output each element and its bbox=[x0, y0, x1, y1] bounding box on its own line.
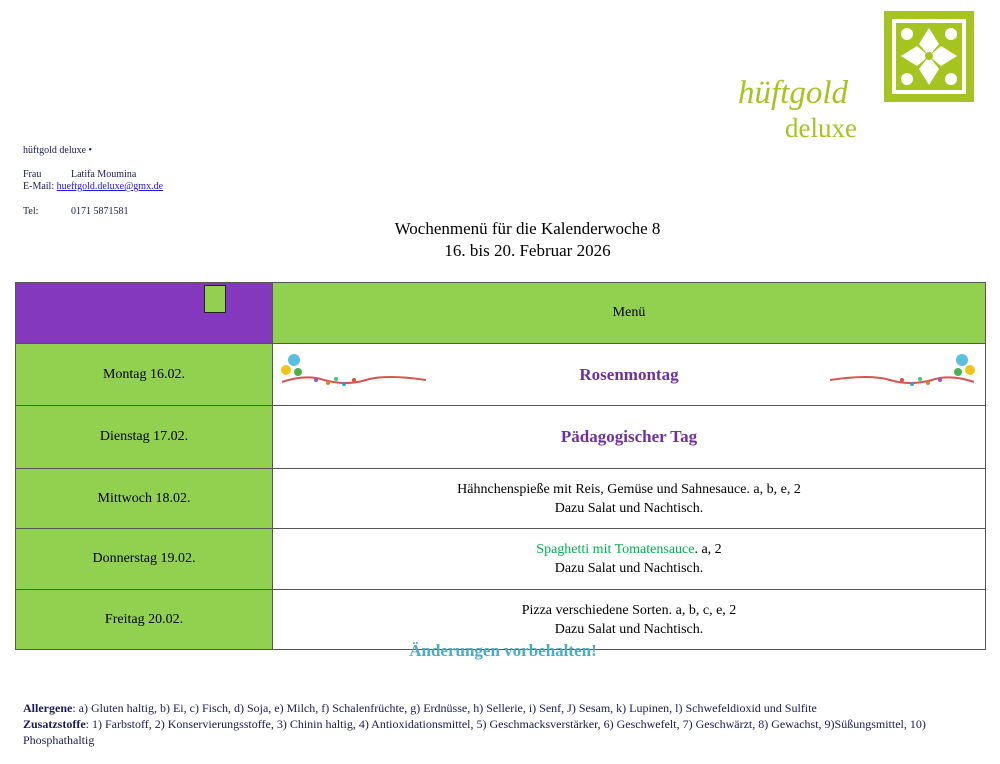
header-menu-cell: Menü bbox=[273, 283, 986, 344]
day-cell: Mittwoch 18.02. bbox=[16, 469, 273, 529]
menu-dish: Pizza verschiedene Sorten. a, b, c, e, 2 bbox=[521, 602, 737, 618]
table-header-row bbox=[16, 283, 986, 344]
table-row bbox=[16, 529, 986, 590]
menu-cell bbox=[273, 344, 986, 406]
carnival-decoration-icon bbox=[276, 350, 428, 390]
menu-cell bbox=[273, 406, 986, 469]
contact-salutation: Frau bbox=[23, 169, 42, 180]
menu-dish-name: Spaghetti mit Tomatensauce bbox=[536, 542, 695, 557]
brand-subtitle: deluxe bbox=[785, 113, 857, 143]
page-subtitle: 16. bis 20. Februar 2026 bbox=[444, 241, 611, 260]
header-checkbox-icon bbox=[204, 285, 226, 313]
special-day-label: Rosenmontag bbox=[579, 365, 679, 384]
menu-cell bbox=[273, 529, 986, 590]
contact-person bbox=[23, 169, 136, 181]
email-label: E-Mail: bbox=[23, 181, 55, 192]
brand-name: hüftgold bbox=[738, 75, 849, 111]
menu-extras: Dazu Salat und Nachtisch. bbox=[554, 621, 704, 637]
allergens-label: Allergene bbox=[23, 701, 73, 715]
menu-table bbox=[15, 282, 986, 650]
page-title: Wochenmenü für die Kalenderwoche 8 bbox=[394, 219, 661, 238]
brand-logo-icon bbox=[883, 10, 975, 103]
menu-extras: Dazu Salat und Nachtisch. bbox=[554, 500, 704, 516]
table-row bbox=[16, 344, 986, 406]
table-row bbox=[16, 469, 986, 529]
day-cell: Montag 16.02. bbox=[16, 344, 273, 406]
menu-dish: Hähnchenspieße mit Reis, Gemüse und Sahnesauce. a, b, e, 2 bbox=[457, 481, 801, 497]
day-cell: Dienstag 17.02. bbox=[16, 406, 273, 469]
day-cell: Freitag 20.02. bbox=[16, 590, 273, 650]
menu-dish-allergens: . a, 2 bbox=[694, 542, 722, 557]
allergens-legend bbox=[23, 700, 983, 716]
menu-extras: Dazu Salat und Nachtisch. bbox=[554, 561, 704, 576]
menu-cell bbox=[273, 469, 986, 529]
legend bbox=[23, 700, 983, 748]
changes-note: Änderungen vorbehalten! bbox=[409, 641, 597, 660]
carnival-decoration-icon bbox=[828, 350, 980, 390]
special-day-label: Pädagogischer Tag bbox=[560, 426, 698, 446]
tel-number: 0171 5871581 bbox=[71, 206, 129, 217]
company-name: hüftgold deluxe • bbox=[23, 145, 93, 156]
allergens-text: : a) Gluten haltig, b) Ei, c) Fisch, d) Soja, e) Milch, f) Schalenfrüchte, g) Erdnüsse, h) Sellerie, i) Senf, J) Sesam, k) Lupinen, l) Schwefeldioxid und Sulfite bbox=[72, 701, 817, 715]
table-row bbox=[16, 406, 986, 469]
tel-label: Tel: bbox=[23, 206, 39, 217]
additives-label: Zusatzstoffe bbox=[23, 717, 86, 731]
contact-tel bbox=[23, 206, 129, 218]
day-cell: Donnerstag 19.02. bbox=[16, 529, 273, 590]
additives-legend bbox=[23, 716, 983, 748]
header-day-cell bbox=[16, 283, 273, 344]
additives-text: : 1) Farbstoff, 2) Konservierungsstoffe, 3) Chinin haltig, 4) Antioxidationsmittel, 5) Geschmacksverstärker, 6) Geschwefelt, 7) Geschwärzt, 8) Gewachst, 9)Süßungsmittel, 10) Phosphathaltig bbox=[23, 717, 926, 747]
menu-dish bbox=[274, 540, 984, 559]
contact-email bbox=[23, 181, 163, 193]
email-link[interactable]: hueftgold.deluxe@gmx.de bbox=[56, 181, 164, 192]
contact-person-name: Latifa Moumina bbox=[71, 169, 137, 180]
